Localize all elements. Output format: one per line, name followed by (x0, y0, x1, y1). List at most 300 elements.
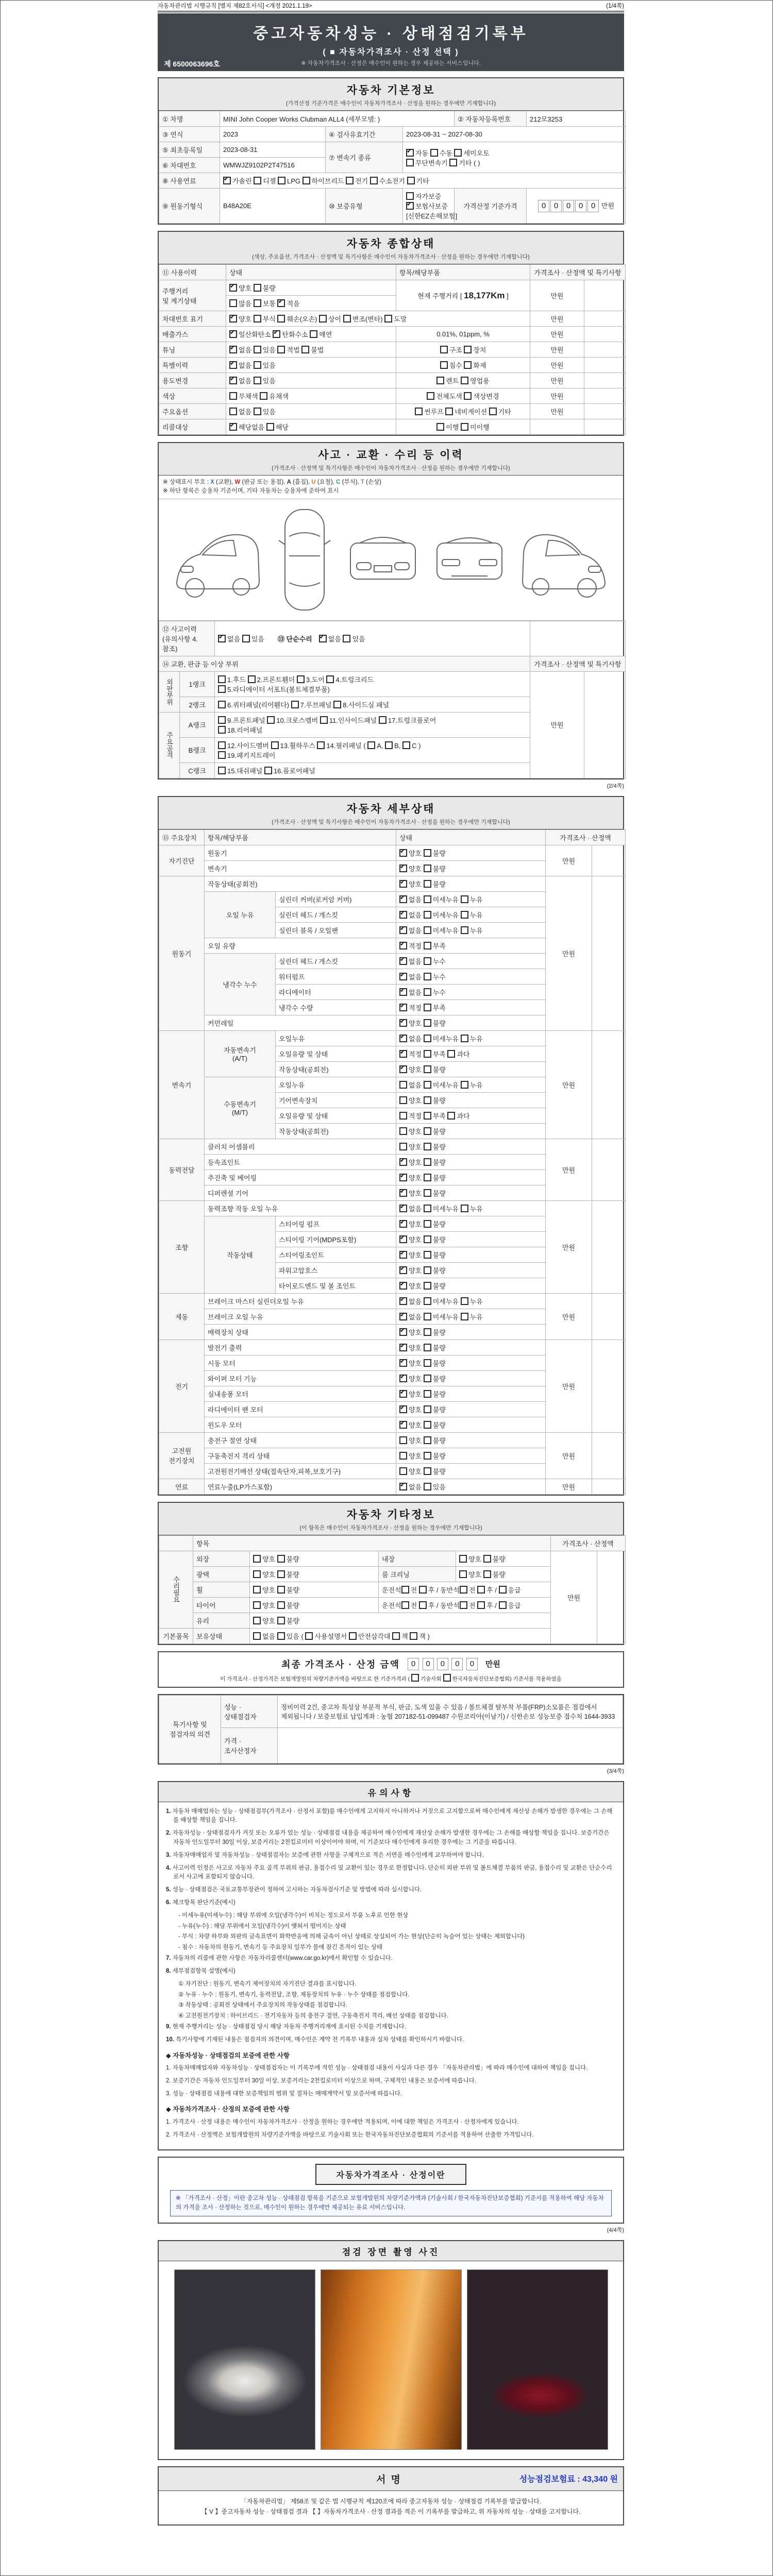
checkbox-checked-icon (399, 1297, 407, 1305)
checkbox-icon (301, 346, 309, 353)
table-row (159, 311, 626, 327)
checkbox-icon (459, 1555, 467, 1563)
notice-subitem: ② 누유 · 누수 : 원동기, 변속기, 동력전달, 조향, 제동장치의 누유 · 누수 상태를 점검합니다. (178, 1991, 410, 1998)
state-cell: ✔ 양호 부식 훼손(오손) 상이 변조(변타) 도말 (226, 311, 530, 327)
checkbox-icon (430, 149, 438, 157)
row-label: 보유상태 (193, 1628, 250, 1643)
state-cell: 적정 부족 과다 (396, 1108, 546, 1123)
document-title-note: ※ 자동차가격조사 · 산정은 매수인이 원하는 경우 제공하는 서비스입니다. (301, 60, 481, 66)
section-overall-condition (158, 231, 624, 436)
item-cell: 작동상태(공회전) (276, 1123, 396, 1139)
section-signature (158, 2466, 624, 2526)
checkbox-icon (385, 741, 393, 749)
checkbox-checked-icon (399, 1282, 407, 1290)
col-header: ⑮ 주요장치 (159, 829, 205, 845)
state-cell: ✔ 양호 불량 (396, 1401, 546, 1417)
checkbox-icon (264, 767, 272, 774)
checkbox-checked-icon (399, 1035, 407, 1042)
detail-condition-table (159, 829, 626, 1495)
item-cell: 오일유량 및 상태 (276, 1046, 396, 1061)
state-cell: 무채색 유채색 (226, 388, 396, 404)
checkbox-icon (399, 1112, 407, 1120)
basic-info-table (159, 111, 626, 224)
checkbox-icon (254, 346, 261, 353)
checkbox-checked-icon (399, 1359, 407, 1367)
state-cell: 양호 불량 (250, 1566, 379, 1582)
checkbox-icon (461, 895, 468, 903)
car-top-view-icon (274, 504, 335, 615)
state-cell: ✔ 없음 미세누유 누유 (396, 1293, 546, 1309)
checkbox-icon (229, 408, 237, 415)
state-cell: ✔ 없음 있음 적법 불법 (226, 342, 396, 358)
price-digit: 0 (587, 200, 599, 212)
checkbox-icon (326, 675, 334, 683)
item-cell: 구조 장치 (396, 342, 530, 358)
price-cell: 만원 (530, 342, 584, 358)
checkbox-checked-icon (229, 315, 237, 323)
state-cell: 양호 불량 (396, 1092, 546, 1108)
checkbox-icon (440, 346, 448, 353)
checkbox-icon (367, 741, 375, 749)
guarantee-section-title: ◆ 자동차가격조사 · 산정의 보증에 관한 사항 (166, 2106, 290, 2113)
item-cell: 브레이크 마스터 실린더오일 누유 (205, 1293, 396, 1309)
photos-body (159, 2261, 623, 2459)
remarks-table (159, 1695, 623, 1764)
checkbox-checked-icon (399, 865, 407, 872)
item-cell: 침수 화재 (396, 358, 530, 373)
first-reg-date-value: 2023-08-31 (220, 142, 326, 158)
checkbox-icon (424, 1452, 431, 1460)
state-cell: ✔ 양호 불량 (396, 876, 546, 891)
note-cell (592, 1293, 626, 1340)
notice-subitem: ③ 작동상태 : 공회전 상태에서 주요장치의 작동상태를 점검합니다. (178, 2002, 347, 2009)
price-digit: 0 (423, 1658, 434, 1670)
row-label: 배출가스 (159, 327, 226, 342)
state-cell: ✔ 양호 불량 (396, 845, 546, 860)
rank-items: 6.쿼터패널(리어휀다) 7.루브패널 8.사이드실 패널 (215, 697, 530, 712)
document-title: 중고자동차성능 · 상태점검기록부 (253, 25, 529, 42)
checkbox-icon (271, 741, 279, 749)
col-header: 상태 (226, 265, 396, 280)
checkbox-icon (427, 392, 434, 400)
checkbox-icon (424, 849, 431, 857)
price-cell: 만원 (530, 404, 584, 419)
state-cell: ✔양호 불량 (226, 280, 396, 296)
device-group-label: 자기진단 (159, 845, 205, 876)
engine-type-value: B48A20E (220, 189, 326, 224)
checkbox-icon (477, 1601, 485, 1609)
checkbox-checked-icon (229, 330, 237, 338)
note-cell (584, 358, 626, 373)
note-cell (592, 1432, 626, 1479)
state-cell: 양호 불량 (456, 1551, 551, 1566)
checkbox-icon (424, 926, 431, 934)
outer-panel-group-label: 외판부위 (159, 671, 180, 712)
checkbox-icon (436, 377, 444, 384)
final-price-note: 이 가격조사 · 산정가격은 보험개발원의 차량기준가액을 바탕으로 한 기준가격과 ( 기술사회 한국자동차진단보증협회) 기준서를 적용하였음 (159, 1673, 623, 1687)
checkbox-checked-icon (229, 346, 237, 353)
state-cell: 없음 미세누유 누유 (396, 1077, 546, 1092)
field-label: ⑥ 차대번호 (159, 158, 220, 173)
state-cell: ✔ 없음 미세누유 누유 (396, 1200, 546, 1216)
state-cell: ✔ 양호 불량 (396, 1170, 546, 1185)
notices-header (159, 1782, 623, 1802)
checkbox-icon (229, 299, 237, 307)
simple-repair-label: ⑬ 단순수리 (277, 635, 312, 643)
final-price-row (159, 1652, 623, 1673)
document-title-option: ( ■ 자동차가격조사 · 산정 선택 ) (323, 48, 459, 57)
state-cell: 없음 있음 (226, 404, 396, 419)
state-symbol: X (210, 479, 214, 485)
checkbox-checked-icon (399, 880, 407, 888)
detail-condition-title: 자동차 세부상태 (346, 803, 435, 815)
car-rear-quarter-view-icon (517, 505, 615, 614)
checkbox-icon (424, 1143, 431, 1150)
notice-item: 9. 현재 주행거리는 성능 · 상태점검 당시 해당 자동차 주행거리계에 표시된 수치를 기재합니다. (166, 2023, 406, 2030)
state-cell: 양호 불량 (396, 1448, 546, 1463)
misc-info-header (159, 1503, 623, 1535)
base-price-label: 가격산정 기준가격 (455, 189, 527, 224)
document-number: 제 6500063696호 (164, 60, 220, 68)
guarantee-section-title: ◆ 자동차성능 · 상태점검의 보증에 관한 사항 (166, 2052, 290, 2059)
checkbox-icon (320, 716, 328, 724)
item-cell: 전체도색 색상변경 (396, 388, 530, 404)
vin-value: WMWJZ9102P2T47516 (220, 158, 326, 173)
checkbox-icon (253, 1586, 261, 1594)
checkbox-icon (424, 1266, 431, 1274)
checkbox-icon (277, 315, 285, 323)
checkbox-icon (424, 911, 431, 919)
item-cell: 스티어링 기어(MDPS포함) (276, 1231, 396, 1247)
device-group-label: 전기 (159, 1340, 205, 1432)
price-cell: 만원 (530, 358, 584, 373)
note-cell (584, 419, 626, 435)
checkbox-checked-icon (399, 1344, 407, 1351)
device-group-label: 고전원 전기장치 (159, 1432, 205, 1479)
note-cell (584, 311, 626, 327)
state-symbol-legend (159, 476, 623, 499)
price-cell (530, 419, 584, 435)
row-label: 특별이력 (159, 358, 226, 373)
notice-subitem: - 부식 : 차량 하부와 외판의 금속표면이 화학반응에 의해 금속이 아닌 상태로 상실되어 가는 현상(단순히 녹슬어 있는 상태는 제외합니다) (178, 1934, 525, 1940)
checkbox-checked-icon (399, 1251, 407, 1259)
price-cell: 만원 (530, 671, 584, 778)
inspection-photo-front (174, 2269, 315, 2450)
state-cell: ✔ 없음 미세누유 누유 (396, 1030, 546, 1046)
rank-label: B랭크 (180, 737, 215, 762)
item-cell: 실린더 커버(로커암 커버) (276, 891, 396, 907)
signature-line-1: 「자동차관리법」 제58조 및 같은 법 시행규칙 제120조에 따라 중고자동차 성능 · 상태점검 기록부를 발급합니다. (240, 2497, 542, 2505)
field-label: ④ 검사유효기간 (326, 127, 403, 142)
table-row (159, 876, 626, 891)
checkbox-icon (461, 1035, 468, 1042)
checkbox-icon (384, 315, 392, 323)
state-cell: ✔ 적정 부족 (396, 999, 546, 1015)
price-cell: 만원 (546, 1432, 592, 1479)
checkbox-icon (461, 1313, 468, 1320)
state-cell: 양호 불량 (396, 1432, 546, 1448)
price-cell: 만원 (546, 1340, 592, 1432)
checkbox-icon (454, 149, 462, 157)
remarks-author: 성능 · 상태점검자 (221, 1695, 278, 1727)
checkbox-icon (424, 1050, 431, 1058)
checkbox-icon (424, 1282, 431, 1290)
state-cell: ✔ 없음 미세누유 누유 (396, 907, 546, 922)
checkbox-icon (317, 741, 325, 749)
notice-item: 4. 사고이력 인정은 사고로 자동차 주요 골격 부위의 판금, 용접수리 및 교환이 있는 경우로 한정합니다. 단순히 외판 부위 및 볼트체결 부품의 판금, 용접수리 및 교환은 단순수리로서 사고에 포함되지 않습니다. (166, 1865, 612, 1880)
device-group-label: 조향 (159, 1200, 205, 1293)
inspection-photo-rear (467, 2269, 608, 2450)
state-cell: ✔ 양호 불량 (396, 1061, 546, 1077)
item-cell: 실린더 헤드 / 개스킷 (276, 907, 396, 922)
table-row (159, 419, 626, 435)
state-cell: ✔ 양호 불량 (396, 1417, 546, 1432)
state-cell: ✔ 양호 불량 (396, 1015, 546, 1030)
table-row (159, 1695, 623, 1727)
price-digit: 0 (437, 1658, 448, 1670)
item-cell: 발전기 출력 (205, 1340, 396, 1355)
checkbox-checked-icon (229, 361, 237, 369)
checkbox-icon (424, 1390, 431, 1398)
checkbox-icon (424, 957, 431, 965)
checkbox-icon (399, 1081, 407, 1089)
checkbox-checked-icon (399, 1421, 407, 1429)
fee-label: 성능점검보험료 : (519, 2475, 580, 2484)
inspection-insurance-fee (519, 2472, 618, 2484)
signature-body (159, 2491, 623, 2524)
checkbox-icon (464, 392, 472, 400)
basic-items-group-label: 기본품목 (159, 1628, 193, 1643)
checkbox-icon (424, 1344, 431, 1351)
state-cell: 양호 불량 (396, 1139, 546, 1154)
note-cell (592, 1200, 626, 1293)
checkbox-icon (277, 1632, 285, 1640)
state-cell: ✔ 양호 불량 (396, 1340, 546, 1355)
car-front-quarter-view-icon (166, 505, 264, 614)
checkbox-icon (346, 177, 354, 184)
basic-info-title: 자동차 기본정보 (346, 84, 435, 96)
field-label: ⑧ 사용연료 (159, 173, 220, 189)
note-cell (584, 404, 626, 419)
row-label: 룸 크리닝 (379, 1566, 456, 1582)
checkbox-icon (254, 377, 261, 384)
section-detail-condition (158, 796, 624, 1496)
sub-group-label: 수동변속기 (M/T) (205, 1077, 276, 1139)
checkbox-icon (370, 177, 378, 184)
price-cell: 만원 (530, 327, 584, 342)
price-definition-wrap (159, 2158, 623, 2223)
price-digit: 0 (563, 200, 574, 212)
col-header: 상태 (396, 829, 546, 845)
note-cell (584, 373, 626, 388)
checkbox-icon (254, 177, 261, 184)
checkbox-icon (291, 701, 299, 708)
checkbox-icon (489, 408, 497, 415)
state-cell: ✔ 양호 불량 (396, 1231, 546, 1247)
checkbox-icon (424, 1375, 431, 1382)
price-cell: 만원 (546, 876, 592, 1030)
checkbox-icon (461, 1297, 468, 1305)
checkbox-icon (424, 942, 431, 950)
checkbox-icon (310, 330, 317, 338)
section-inspection-photos (158, 2240, 624, 2460)
item-cell: 시동 모터 (205, 1355, 396, 1370)
note-cell (584, 388, 626, 404)
checkbox-icon (424, 1483, 431, 1490)
field-label: ① 차명 (159, 111, 220, 127)
state-symbol: C (336, 479, 341, 485)
table-row (159, 1432, 626, 1448)
checkbox-icon (424, 1035, 431, 1042)
guarantee-item: 1. 가격조사 · 산정 내용은 매수인이 자동차가격조사 · 산정을 원하는 경우에만 적용되며, 이에 대한 책임은 가격조사 · 산정자에게 있습니다. (166, 2119, 519, 2125)
item-cell: 실린더 블록 / 오일팬 (276, 922, 396, 938)
state-cell: ✔ 양호 불량 (396, 1185, 546, 1200)
checkbox-icon (254, 361, 261, 369)
col-header: 항목/해당부품 (205, 829, 396, 845)
item-cell: 썬루프 네비게이션 기타 (396, 404, 530, 419)
item-cell: 워터펌프 (276, 969, 396, 984)
price-digit: 0 (550, 200, 562, 212)
accident-table (159, 621, 626, 778)
note-cell (597, 1551, 626, 1643)
item-cell: 오일 유량 (205, 938, 396, 953)
checkbox-icon (343, 315, 351, 323)
state-cell: 많음 보통 ✔적음 (226, 296, 396, 311)
checkbox-icon (379, 716, 386, 724)
checkbox-icon (218, 685, 226, 693)
checkbox-icon (218, 701, 226, 708)
checkbox-icon (297, 675, 305, 683)
notices-body (159, 1802, 623, 2150)
state-cell: ✔ 없음 누수 (396, 953, 546, 969)
state-cell: ✔ 양호 불량 (396, 1216, 546, 1231)
car-diagram (159, 499, 623, 621)
price-cell: 만원 (546, 845, 592, 876)
notices-title: 유의사항 (367, 1788, 414, 1798)
row-label: 휠 (193, 1582, 250, 1597)
checkbox-icon (461, 926, 468, 934)
page-marker-3-row (158, 1767, 624, 1775)
signature-title: 서명 (376, 2474, 406, 2485)
checkbox-icon (401, 1601, 409, 1609)
state-symbol: W (234, 479, 241, 485)
checkbox-icon (218, 716, 226, 724)
accident-title: 사고 · 교환 · 수리 등 이력 (318, 449, 464, 461)
checkbox-icon (483, 1570, 491, 1578)
section-price-definition (158, 2157, 624, 2224)
item-cell: 추진축 및 베어링 (205, 1170, 396, 1185)
state-cell: ✔ 양호 불량 (396, 860, 546, 876)
col-header: 가격조사 · 산정액 (546, 829, 626, 845)
price-cell: 만원 (551, 1551, 597, 1643)
price-digit: 0 (451, 1658, 463, 1670)
checkbox-icon (218, 726, 226, 734)
state-cell: ✔ 양호 불량 (396, 1370, 546, 1386)
checkbox-checked-icon (399, 942, 407, 950)
checkbox-icon (266, 423, 274, 431)
checkbox-checked-icon (399, 926, 407, 934)
table-row (159, 1727, 623, 1763)
state-symbol: U (311, 479, 316, 485)
item-cell: 파워고압호스 (276, 1262, 396, 1278)
section-final-price (158, 1651, 624, 1688)
row-label: 내장 (379, 1551, 456, 1566)
rank-items: 9.프론트패널 10.크로스멤버 11.인사이드패널 17.트렁크플로어 18.리어패널 (215, 712, 530, 737)
state-cell: ✔ 양호 불량 (396, 1247, 546, 1262)
device-group-label: 연료 (159, 1479, 205, 1494)
checkbox-icon (424, 1297, 431, 1305)
checkbox-checked-icon (406, 202, 414, 210)
checkbox-icon (424, 1359, 431, 1367)
checkbox-icon (464, 361, 472, 369)
row-label: 타이어 (193, 1597, 250, 1613)
checkbox-icon (303, 177, 310, 184)
state-cell: ✔ 적정 부족 과다 (396, 1046, 546, 1061)
checkbox-checked-icon (399, 1174, 407, 1181)
item-cell: 오일누유 (276, 1030, 396, 1046)
device-group-label: 동력전달 (159, 1139, 205, 1200)
page-marker-3: (3/4쪽) (607, 1768, 624, 1774)
table-row (159, 1551, 626, 1566)
checkbox-icon (319, 315, 327, 323)
remarks-label: 특기사항 및 점검자의 의견 (159, 1695, 221, 1763)
guarantee-item: 3. 성능 · 상태점검 내용에 대한 보증책임의 범위 및 절차는 매매계약서 및 보증서에 따릅니다. (166, 2090, 402, 2097)
checkbox-checked-icon (229, 377, 237, 384)
table-row (159, 1293, 626, 1309)
item-cell: 클러치 어셈블리 (205, 1139, 396, 1154)
item-cell: 스티어링조인트 (276, 1247, 396, 1262)
accident-history-label: ⑫ 사고이력 (유의사항 4.참조) (159, 621, 215, 656)
checkbox-icon (253, 1601, 261, 1609)
checkbox-icon (253, 1570, 261, 1578)
repair-needed-group-label: 수리필요 (159, 1551, 193, 1628)
checkbox-checked-icon (399, 1205, 407, 1212)
item-cell: 기어변속장치 (276, 1092, 396, 1108)
overall-condition-title: 자동차 종합상태 (346, 238, 435, 250)
checkbox-icon (424, 1127, 431, 1135)
checkbox-checked-icon (399, 1189, 407, 1197)
checkbox-icon (443, 1674, 451, 1682)
overall-condition-subtitle: (색상, 주요옵션, 가격조사 · 산정액 및 특기사항은 매수인이 자동차가격조사 · 산정을 원하는 경우에만 기재합니다) (252, 254, 530, 260)
checkbox-checked-icon (399, 1375, 407, 1382)
checkbox-checked-icon (273, 330, 280, 338)
notice-item: 6. 체크항목 판단기준(예시) (166, 1900, 236, 1906)
checkbox-checked-icon (399, 1158, 407, 1166)
legend-line-2: ※ 하단 항목은 승용차 기준이며, 기타 자동차는 승용차에 준하여 표시 (163, 488, 339, 495)
table-row (159, 1030, 626, 1046)
checkbox-checked-icon (399, 973, 407, 980)
checkbox-icon (461, 423, 468, 431)
checkbox-icon (254, 284, 261, 292)
item-cell: 작동상태(공회전) (276, 1061, 396, 1077)
rank-label: C랭크 (180, 762, 215, 778)
col-header: 항목 (193, 1535, 551, 1551)
final-price-unit: 만원 (485, 1660, 500, 1669)
remarks-text (278, 1727, 623, 1763)
rank-label: A랭크 (180, 712, 215, 737)
item-cell: 윈도우 모터 (205, 1417, 396, 1432)
table-row (159, 1200, 626, 1216)
overall-condition-header (159, 232, 623, 264)
page-marker-4: (4/4쪽) (607, 2227, 624, 2233)
checkbox-icon (349, 1632, 357, 1640)
checkbox-checked-icon (399, 1405, 407, 1413)
sub-group-label: 냉각수 누수 (205, 953, 276, 1015)
accident-history-state: ✔없음 있음 ⑬ 단순수리 ✔ 없음 있음 (215, 621, 530, 656)
odometer-value: 18,177Km (464, 290, 505, 300)
rank-items: 1.후드 2.프론트휀더 3.도어 4.트렁크리드 5.라디에이터 서포트(볼트체결부품) (215, 671, 530, 697)
item-cell: 브레이크 오일 누유 (205, 1309, 396, 1324)
